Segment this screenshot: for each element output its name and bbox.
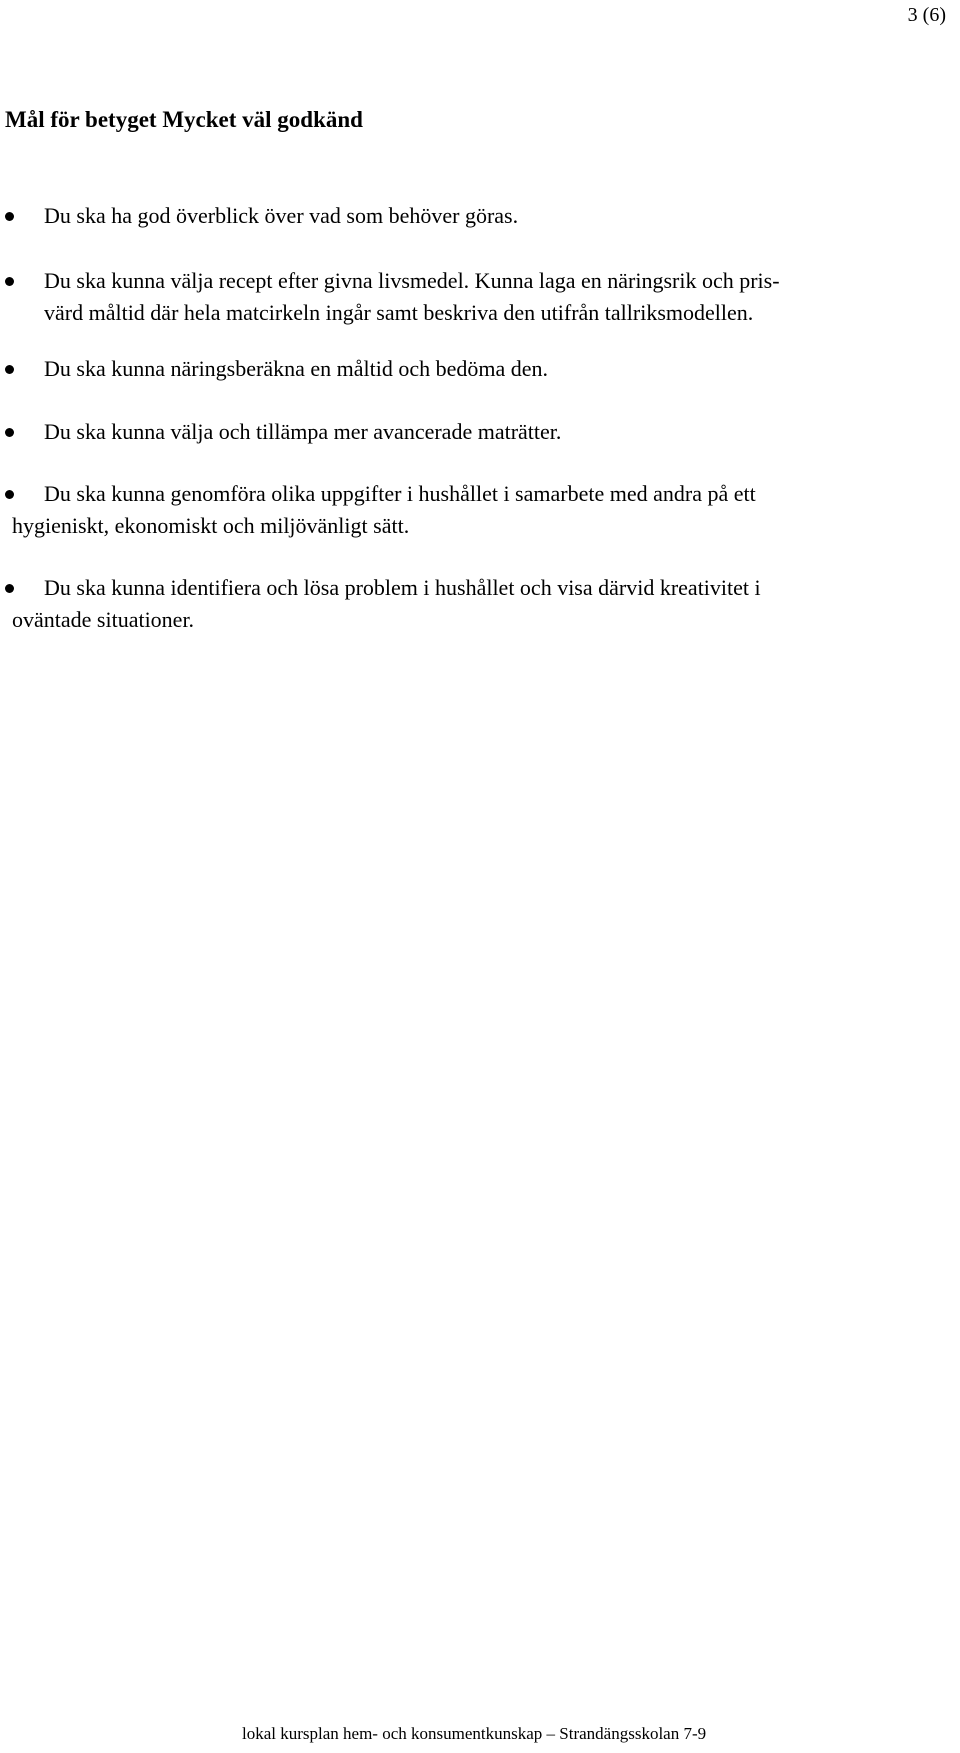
list-item [0,200,945,232]
list-item [0,416,945,448]
bullet-dot-icon [5,212,14,221]
section-heading: Mål för betyget Mycket väl godkänd [5,107,363,132]
goals-list [0,200,945,636]
bullet-dot-icon [5,277,14,286]
list-item [0,478,945,542]
list-item-line: Du ska kunna välja och tillämpa mer avancerade maträtter. [44,419,562,444]
list-item-line: värd måltid där hela matcirkeln ingår samt beskriva den utifrån tallriksmodellen. [44,300,754,325]
bullet-dot-icon [5,365,14,374]
list-item [0,265,945,329]
page-footer: lokal kursplan hem- och konsumentkunskap – Strandängsskolan 7-9 [242,1724,707,1743]
list-item-line: oväntade situationer. [12,607,195,632]
list-item-line: hygieniskt, ekonomiskt och miljövänligt sätt. [12,513,410,538]
page-number: 3 (6) [907,4,946,26]
list-item-line: Du ska kunna genomföra olika uppgifter i hushållet i samarbete med andra på ett [44,481,756,506]
list-item-line: Du ska ha god överblick över vad som behöver göras. [44,203,519,228]
list-item-line: Du ska kunna näringsberäkna en måltid och bedöma den. [44,356,549,381]
list-item-line: Du ska kunna välja recept efter givna livsmedel. Kunna laga en näringsrik och pris- [44,268,780,293]
bullet-dot-icon [5,584,14,593]
list-item-line: Du ska kunna identifiera och lösa problem i hushållet och visa därvid kreativitet i [44,575,761,600]
bullet-dot-icon [5,428,14,437]
list-item [0,353,945,385]
list-item [0,572,945,636]
bullet-dot-icon [5,490,14,499]
